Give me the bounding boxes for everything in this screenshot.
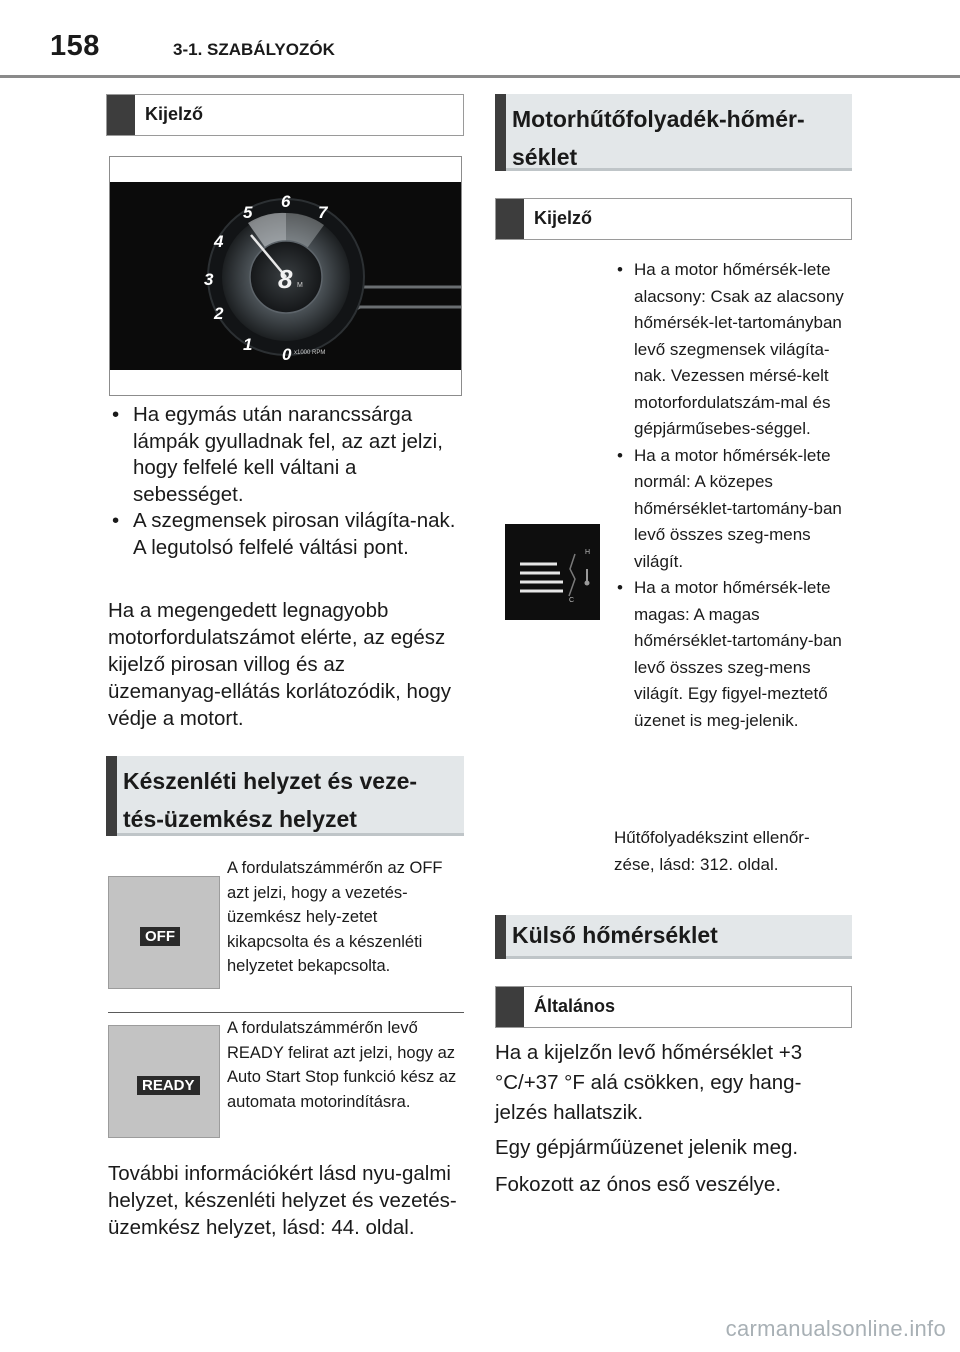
coolant-level-note: Hűtőfolyadékszint ellenőr-zése, lásd: 312. oldal. bbox=[614, 828, 810, 874]
table-divider bbox=[108, 1012, 464, 1013]
tick-label-7: 7 bbox=[318, 203, 328, 222]
display-subheading-label: Kijelző bbox=[145, 104, 204, 124]
rpm-unit: x1000 RPM bbox=[294, 350, 326, 356]
vehicle-message-paragraph: Egy gépjárműüzenet jelenik meg. bbox=[495, 1136, 799, 1159]
standby-heading-label: Készenléti helyzet és veze-tés-üzemkész helyzet bbox=[123, 768, 418, 832]
tick-label-1: 1 bbox=[243, 335, 253, 354]
gear-indicator: 8 bbox=[278, 264, 293, 294]
shift-light-bullets bbox=[110, 402, 460, 561]
outside-temp-heading-label: Külső hőmérséklet bbox=[512, 922, 718, 948]
coolant-heading bbox=[495, 94, 852, 171]
tick-label-0: 0 bbox=[282, 345, 292, 364]
mode-indicator: M bbox=[297, 282, 303, 289]
coolant-cold-label: C bbox=[569, 597, 575, 604]
bullet-item: • Ha egymás után narancssárga lámpák gyulladnak fel, az azt jelzi, hogy felfelé kell váltani a sebességet. bbox=[110, 402, 460, 508]
coolant-gauge-image bbox=[505, 524, 600, 620]
bullet-item: • A szegmensek pirosan világíta-nak. A legutolsó felfelé váltási pont. bbox=[110, 508, 460, 561]
coolant-display-subheading-label: Kijelző bbox=[534, 208, 593, 228]
coolant-hot-label: H bbox=[585, 549, 591, 556]
page-number: 158 bbox=[50, 30, 100, 62]
bullet-item: • Ha a motor hőmérsék-lete magas: A magas hőmérséklet-tartomány-ban levő összes szeg-mens világít. Egy figyel-meztető üzenet is meg-jelenik. bbox=[614, 575, 846, 734]
section-title: 3-1. SZABÁLYOZÓK bbox=[173, 40, 335, 59]
tick-label-2: 2 bbox=[214, 304, 224, 323]
watermark: carmanualsonline.info bbox=[725, 1316, 946, 1341]
ready-description: A fordulatszámmérőn levő READY felirat azt jelzi, hogy az Auto Start Stop funkció kész az automata motorindításra. bbox=[227, 1019, 457, 1111]
off-label: OFF bbox=[140, 927, 180, 946]
standby-heading bbox=[106, 756, 464, 836]
off-description: A fordulatszámmérőn az OFF azt jelzi, hogy a vezetés-üzemkész hely-zetet kikapcsolta és a készenléti helyzetet bekapcsolta. bbox=[227, 859, 443, 975]
rpm-limit-paragraph: Ha a megengedett legnagyobb motorfordulatszámot elérte, az egész kijelző pirosan villog és az üzemanyag-ellátás korlátozódik, hogy védje a motort. bbox=[108, 599, 451, 730]
coolant-gauge-figure bbox=[505, 524, 600, 620]
tachometer-image bbox=[109, 156, 462, 396]
bullet-item: • Ha a motor hőmérsék-lete normál: A közepes hőmérséklet-tartomány-ban levő összes szeg-mens világít. bbox=[614, 443, 846, 576]
general-subheading bbox=[495, 986, 852, 1028]
ready-label: READY bbox=[137, 1076, 200, 1095]
display-subheading bbox=[106, 94, 464, 136]
off-indicator-image bbox=[108, 876, 220, 989]
tachometer-figure bbox=[110, 157, 461, 395]
tick-label-4: 4 bbox=[214, 232, 224, 251]
bullet-item: • Ha a motor hőmérsék-lete alacsony: Csak az alacsony hőmérsék-let-tartományban levő szegmensek világíta-nak. Vezessen mérsé-kelt motorfordulatszám-mal és gépjárműsebes-séggel. bbox=[614, 257, 846, 443]
tick-label-5: 5 bbox=[243, 203, 253, 222]
tick-label-6: 6 bbox=[281, 192, 291, 211]
coolant-heading-label: Motorhűtőfolyadék-hőmér-séklet bbox=[512, 106, 805, 170]
header-divider bbox=[0, 75, 960, 78]
more-info-paragraph: További információkért lásd nyu-galmi helyzet, készenléti helyzet és vezetés-üzemkész helyzet, lásd: 44. oldal. bbox=[108, 1162, 457, 1239]
thermometer-icon bbox=[585, 569, 590, 586]
outside-temp-heading bbox=[495, 915, 852, 959]
general-subheading-label: Általános bbox=[534, 996, 616, 1016]
tick-label-3: 3 bbox=[204, 270, 214, 289]
ice-risk-paragraph: Fokozott az ónos eső veszélye. bbox=[495, 1173, 782, 1196]
outside-temp-paragraph: Ha a kijelzőn levő hőmérséklet +3 °C/+37 °F alá csökken, egy hang-jelzés hallatszik. bbox=[495, 1041, 803, 1124]
coolant-display-subheading bbox=[495, 198, 852, 240]
ready-indicator-image bbox=[108, 1025, 220, 1138]
coolant-bullets bbox=[614, 257, 846, 734]
